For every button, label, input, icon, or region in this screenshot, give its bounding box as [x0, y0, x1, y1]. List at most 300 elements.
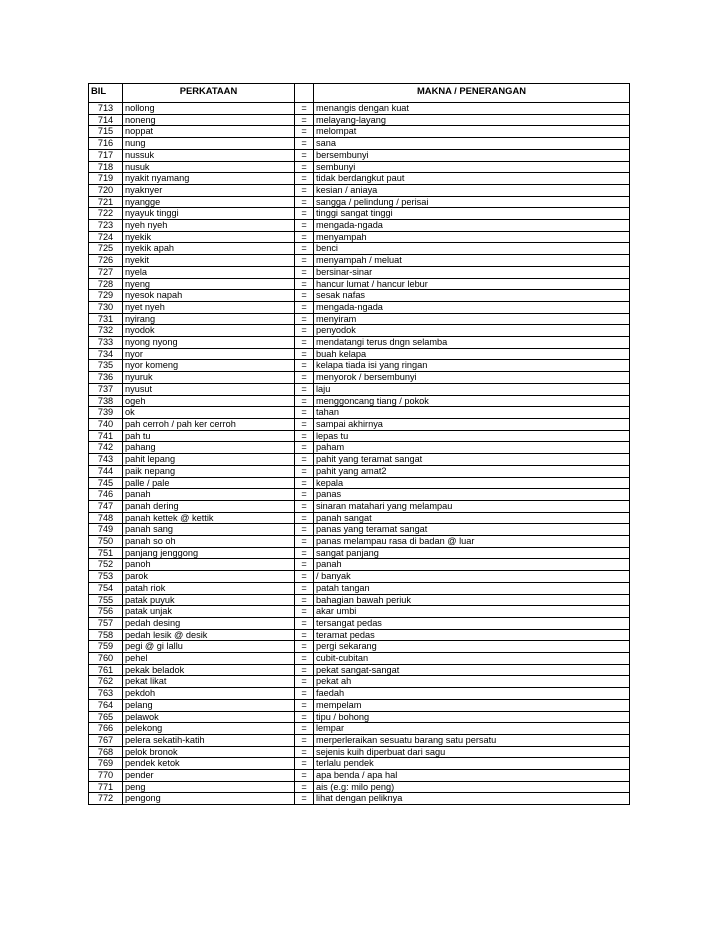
table-row — [89, 348, 630, 360]
row-meaning: lepas tu — [314, 430, 630, 442]
table-row — [89, 465, 630, 477]
table-row — [89, 255, 630, 267]
table-row — [89, 559, 630, 571]
row-word: nyor — [123, 348, 295, 360]
table-row — [89, 629, 630, 641]
row-meaning: akar umbi — [314, 606, 630, 618]
row-number: 722 — [89, 208, 123, 220]
row-equals: = — [295, 196, 314, 208]
header-word: PERKATAAN — [123, 84, 295, 99]
row-equals: = — [295, 723, 314, 735]
row-word: nyuruk — [123, 372, 295, 384]
row-word: patak unjak — [123, 606, 295, 618]
row-equals: = — [295, 126, 314, 138]
row-number: 741 — [89, 430, 123, 442]
row-number: 752 — [89, 559, 123, 571]
row-equals: = — [295, 536, 314, 548]
table-row — [89, 688, 630, 700]
table-row — [89, 208, 630, 220]
row-meaning: bersembunyi — [314, 149, 630, 161]
row-meaning: bersinar-sinar — [314, 266, 630, 278]
table-row — [89, 781, 630, 793]
row-word: nussuk — [123, 149, 295, 161]
row-word: ok — [123, 407, 295, 419]
row-meaning: faedah — [314, 688, 630, 700]
row-meaning: melayang-layang — [314, 114, 630, 126]
row-equals: = — [295, 255, 314, 267]
row-meaning: pekat sangat-sangat — [314, 664, 630, 676]
table-row — [89, 477, 630, 489]
row-equals: = — [295, 664, 314, 676]
table-row — [89, 500, 630, 512]
row-word: peng — [123, 781, 295, 793]
row-meaning: lempar — [314, 723, 630, 735]
row-number: 748 — [89, 512, 123, 524]
row-word: nyong nyong — [123, 337, 295, 349]
row-word: pahang — [123, 442, 295, 454]
row-number: 729 — [89, 290, 123, 302]
header-bil: BIL — [89, 84, 123, 99]
table-row — [89, 641, 630, 653]
row-equals: = — [295, 547, 314, 559]
row-number: 720 — [89, 184, 123, 196]
table-row — [89, 418, 630, 430]
row-meaning: ais (e.g: milo peng) — [314, 781, 630, 793]
row-meaning: pahit yang amat2 — [314, 465, 630, 477]
row-word: pengong — [123, 793, 295, 805]
row-meaning: sangga / pelindung / perisai — [314, 196, 630, 208]
row-meaning: penyodok — [314, 325, 630, 337]
row-number: 767 — [89, 734, 123, 746]
row-meaning: tinggi sangat tinggi — [314, 208, 630, 220]
row-equals: = — [295, 301, 314, 313]
row-word: paik nepang — [123, 465, 295, 477]
row-meaning: kelapa tiada isi yang ringan — [314, 360, 630, 372]
row-word: nyeng — [123, 278, 295, 290]
row-word: patah riok — [123, 582, 295, 594]
row-meaning: terlalu pendek — [314, 758, 630, 770]
row-word: panah sang — [123, 524, 295, 536]
row-equals: = — [295, 360, 314, 372]
row-equals: = — [295, 688, 314, 700]
table-row — [89, 734, 630, 746]
row-word: pehel — [123, 653, 295, 665]
table-row — [89, 337, 630, 349]
row-equals: = — [295, 524, 314, 536]
row-word: pelera sekatih-katih — [123, 734, 295, 746]
glossary-table — [88, 83, 630, 805]
table-row — [89, 383, 630, 395]
row-meaning: panah — [314, 559, 630, 571]
table-row — [89, 243, 630, 255]
row-meaning: sana — [314, 138, 630, 150]
row-word: nusuk — [123, 161, 295, 173]
row-equals: = — [295, 465, 314, 477]
row-equals: = — [295, 734, 314, 746]
row-number: 758 — [89, 629, 123, 641]
row-equals: = — [295, 103, 314, 115]
table-row — [89, 536, 630, 548]
table-row — [89, 547, 630, 559]
row-number: 727 — [89, 266, 123, 278]
row-meaning: panas melampau rasa di badan @ luar — [314, 536, 630, 548]
row-equals: = — [295, 313, 314, 325]
row-number: 717 — [89, 149, 123, 161]
row-meaning: sejenis kuih diperbuat dari sagu — [314, 746, 630, 758]
row-meaning: hancur lumat / hancur lebur — [314, 278, 630, 290]
table-row — [89, 711, 630, 723]
row-word: pender — [123, 770, 295, 782]
row-word: panah — [123, 489, 295, 501]
row-equals: = — [295, 325, 314, 337]
table-row — [89, 653, 630, 665]
row-meaning: paham — [314, 442, 630, 454]
row-meaning: mengada-ngada — [314, 220, 630, 232]
row-equals: = — [295, 290, 314, 302]
row-number: 765 — [89, 711, 123, 723]
table-row — [89, 454, 630, 466]
table-row — [89, 325, 630, 337]
row-meaning: sembunyi — [314, 161, 630, 173]
row-word: patak puyuk — [123, 594, 295, 606]
table-row — [89, 512, 630, 524]
row-meaning: menyiram — [314, 313, 630, 325]
row-number: 747 — [89, 500, 123, 512]
row-number: 746 — [89, 489, 123, 501]
table-row — [89, 114, 630, 126]
row-equals: = — [295, 383, 314, 395]
row-equals: = — [295, 184, 314, 196]
table-row — [89, 430, 630, 442]
row-number: 726 — [89, 255, 123, 267]
row-word: pahit lepang — [123, 454, 295, 466]
row-meaning: cubit-cubitan — [314, 653, 630, 665]
table-row — [89, 220, 630, 232]
row-equals: = — [295, 617, 314, 629]
table-row — [89, 278, 630, 290]
table-row — [89, 664, 630, 676]
row-equals: = — [295, 454, 314, 466]
header-equals — [295, 84, 314, 99]
table-row — [89, 103, 630, 115]
row-meaning: patah tangan — [314, 582, 630, 594]
row-number: 760 — [89, 653, 123, 665]
row-number: 759 — [89, 641, 123, 653]
row-number: 762 — [89, 676, 123, 688]
row-number: 754 — [89, 582, 123, 594]
row-word: pekak beladok — [123, 664, 295, 676]
table-row — [89, 126, 630, 138]
row-word: pendek ketok — [123, 758, 295, 770]
row-number: 740 — [89, 418, 123, 430]
row-word: nyodok — [123, 325, 295, 337]
row-number: 725 — [89, 243, 123, 255]
table-row — [89, 301, 630, 313]
row-meaning: sesak nafas — [314, 290, 630, 302]
row-meaning: sinaran matahari yang melampau — [314, 500, 630, 512]
row-equals: = — [295, 606, 314, 618]
row-meaning: mempelam — [314, 699, 630, 711]
table-row — [89, 266, 630, 278]
row-equals: = — [295, 699, 314, 711]
row-equals: = — [295, 138, 314, 150]
row-number: 721 — [89, 196, 123, 208]
row-equals: = — [295, 114, 314, 126]
row-equals: = — [295, 442, 314, 454]
row-word: nyeh nyeh — [123, 220, 295, 232]
table-row — [89, 313, 630, 325]
table-row — [89, 594, 630, 606]
row-equals: = — [295, 711, 314, 723]
row-word: panjang jenggong — [123, 547, 295, 559]
row-number: 749 — [89, 524, 123, 536]
row-word: nyirang — [123, 313, 295, 325]
row-number: 770 — [89, 770, 123, 782]
row-equals: = — [295, 641, 314, 653]
row-equals: = — [295, 582, 314, 594]
row-number: 736 — [89, 372, 123, 384]
row-equals: = — [295, 758, 314, 770]
table-row — [89, 746, 630, 758]
row-number: 737 — [89, 383, 123, 395]
row-word: parok — [123, 571, 295, 583]
row-number: 724 — [89, 231, 123, 243]
row-word: pah cerroh / pah ker cerroh — [123, 418, 295, 430]
row-equals: = — [295, 793, 314, 805]
row-number: 771 — [89, 781, 123, 793]
table-row — [89, 173, 630, 185]
row-equals: = — [295, 559, 314, 571]
row-meaning: menangis dengan kuat — [314, 103, 630, 115]
row-number: 728 — [89, 278, 123, 290]
row-number: 715 — [89, 126, 123, 138]
table-row — [89, 524, 630, 536]
row-meaning: menyampah / meluat — [314, 255, 630, 267]
table-row — [89, 161, 630, 173]
table-row — [89, 290, 630, 302]
table-row — [89, 793, 630, 805]
row-number: 731 — [89, 313, 123, 325]
row-word: nyela — [123, 266, 295, 278]
row-word: pelok bronok — [123, 746, 295, 758]
row-number: 755 — [89, 594, 123, 606]
row-equals: = — [295, 278, 314, 290]
row-equals: = — [295, 489, 314, 501]
row-meaning: tidak berdangkut paut — [314, 173, 630, 185]
table-row — [89, 407, 630, 419]
row-number: 713 — [89, 103, 123, 115]
row-equals: = — [295, 500, 314, 512]
row-number: 764 — [89, 699, 123, 711]
row-word: nung — [123, 138, 295, 150]
table-row — [89, 758, 630, 770]
row-word: panoh — [123, 559, 295, 571]
row-number: 732 — [89, 325, 123, 337]
row-equals: = — [295, 208, 314, 220]
row-equals: = — [295, 418, 314, 430]
row-number: 751 — [89, 547, 123, 559]
row-meaning: pekat ah — [314, 676, 630, 688]
row-number: 742 — [89, 442, 123, 454]
row-equals: = — [295, 243, 314, 255]
row-number: 761 — [89, 664, 123, 676]
row-meaning: melompat — [314, 126, 630, 138]
row-number: 718 — [89, 161, 123, 173]
row-meaning: buah kelapa — [314, 348, 630, 360]
row-equals: = — [295, 161, 314, 173]
row-meaning: / banyak — [314, 571, 630, 583]
row-meaning: pahit yang teramat sangat — [314, 454, 630, 466]
row-number: 719 — [89, 173, 123, 185]
row-word: nyekik apah — [123, 243, 295, 255]
table-body — [89, 103, 630, 805]
row-number: 772 — [89, 793, 123, 805]
row-number: 753 — [89, 571, 123, 583]
row-number: 735 — [89, 360, 123, 372]
table-row — [89, 571, 630, 583]
row-word: noneng — [123, 114, 295, 126]
row-number: 716 — [89, 138, 123, 150]
row-word: pedah desing — [123, 617, 295, 629]
table-row — [89, 138, 630, 150]
row-meaning: benci — [314, 243, 630, 255]
row-equals: = — [295, 173, 314, 185]
row-word: pegi @ gi lallu — [123, 641, 295, 653]
row-word: panah so oh — [123, 536, 295, 548]
table-row — [89, 723, 630, 735]
row-word: pelang — [123, 699, 295, 711]
table-row — [89, 196, 630, 208]
table-row — [89, 360, 630, 372]
row-number: 734 — [89, 348, 123, 360]
table-row — [89, 372, 630, 384]
row-number: 766 — [89, 723, 123, 735]
row-word: panah kettek @ kettik — [123, 512, 295, 524]
row-meaning: panah sangat — [314, 512, 630, 524]
row-number: 756 — [89, 606, 123, 618]
row-meaning: tipu / bohong — [314, 711, 630, 723]
row-word: nyayuk tinggi — [123, 208, 295, 220]
row-equals: = — [295, 430, 314, 442]
table-row — [89, 395, 630, 407]
row-number: 714 — [89, 114, 123, 126]
row-equals: = — [295, 337, 314, 349]
row-number: 723 — [89, 220, 123, 232]
row-equals: = — [295, 149, 314, 161]
row-equals: = — [295, 348, 314, 360]
row-meaning: menggoncang tiang / pokok — [314, 395, 630, 407]
row-number: 738 — [89, 395, 123, 407]
row-equals: = — [295, 372, 314, 384]
row-meaning: laju — [314, 383, 630, 395]
row-word: nyaknyer — [123, 184, 295, 196]
table-row — [89, 489, 630, 501]
row-word: nyangge — [123, 196, 295, 208]
row-equals: = — [295, 512, 314, 524]
row-number: 750 — [89, 536, 123, 548]
row-word: palle / pale — [123, 477, 295, 489]
row-number: 743 — [89, 454, 123, 466]
row-meaning: kesian / aniaya — [314, 184, 630, 196]
row-meaning: mendatangi terus dngn selamba — [314, 337, 630, 349]
table-row — [89, 231, 630, 243]
row-number: 739 — [89, 407, 123, 419]
table-row — [89, 149, 630, 161]
row-meaning: apa benda / apa hal — [314, 770, 630, 782]
row-equals: = — [295, 676, 314, 688]
table-row — [89, 699, 630, 711]
row-meaning: menyorok / bersembunyi — [314, 372, 630, 384]
row-meaning: tahan — [314, 407, 630, 419]
row-equals: = — [295, 407, 314, 419]
row-number: 769 — [89, 758, 123, 770]
row-word: noppat — [123, 126, 295, 138]
row-word: nyekik — [123, 231, 295, 243]
row-word: ogeh — [123, 395, 295, 407]
row-meaning: merperleraikan sesuatu barang satu persatu — [314, 734, 630, 746]
row-meaning: sampai akhirnya — [314, 418, 630, 430]
row-equals: = — [295, 653, 314, 665]
row-word: nyusut — [123, 383, 295, 395]
row-equals: = — [295, 594, 314, 606]
row-number: 744 — [89, 465, 123, 477]
row-equals: = — [295, 746, 314, 758]
row-word: pekat likat — [123, 676, 295, 688]
table-row — [89, 617, 630, 629]
row-number: 733 — [89, 337, 123, 349]
row-meaning: panas yang teramat sangat — [314, 524, 630, 536]
row-word: pelawok — [123, 711, 295, 723]
row-equals: = — [295, 231, 314, 243]
row-equals: = — [295, 395, 314, 407]
row-word: nollong — [123, 103, 295, 115]
row-equals: = — [295, 629, 314, 641]
row-word: nyesok napah — [123, 290, 295, 302]
row-number: 768 — [89, 746, 123, 758]
row-equals: = — [295, 477, 314, 489]
row-number: 745 — [89, 477, 123, 489]
table-row — [89, 676, 630, 688]
row-meaning: menyampah — [314, 231, 630, 243]
row-word: nyor komeng — [123, 360, 295, 372]
row-meaning: mengada-ngada — [314, 301, 630, 313]
table-header — [89, 84, 630, 103]
row-word: nyakit nyamang — [123, 173, 295, 185]
row-equals: = — [295, 220, 314, 232]
row-meaning: bahagian bawah periuk — [314, 594, 630, 606]
row-word: nyekit — [123, 255, 295, 267]
row-number: 757 — [89, 617, 123, 629]
row-number: 730 — [89, 301, 123, 313]
table-row — [89, 582, 630, 594]
table-row — [89, 442, 630, 454]
row-meaning: panas — [314, 489, 630, 501]
row-word: nyet nyeh — [123, 301, 295, 313]
table-row — [89, 770, 630, 782]
row-equals: = — [295, 781, 314, 793]
row-equals: = — [295, 770, 314, 782]
table-row — [89, 606, 630, 618]
row-word: panah dering — [123, 500, 295, 512]
row-meaning: pergi sekarang — [314, 641, 630, 653]
row-number: 763 — [89, 688, 123, 700]
table-row — [89, 184, 630, 196]
header-meaning: MAKNA / PENERANGAN — [314, 84, 630, 99]
row-word: pelekong — [123, 723, 295, 735]
row-word: pedah lesik @ desik — [123, 629, 295, 641]
row-word: pah tu — [123, 430, 295, 442]
row-equals: = — [295, 266, 314, 278]
